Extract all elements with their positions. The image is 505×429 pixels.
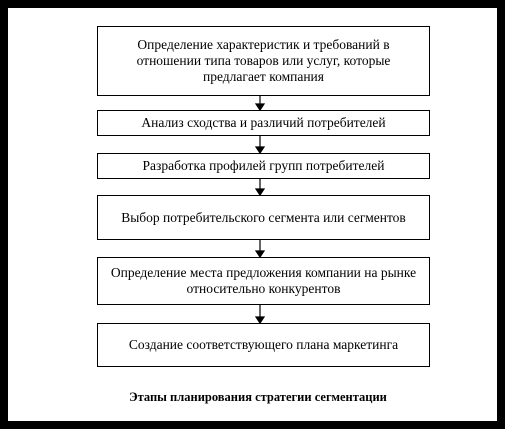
arrow-1-2 <box>256 96 264 110</box>
step-1-label: Определение характеристик и требований в отношении типа товаров или услуг, которые предлагает компания <box>136 37 391 84</box>
arrow-2-3 <box>256 136 264 153</box>
arrow-5-6 <box>256 305 264 323</box>
diagram-caption: Этапы планирования стратегии сегментации <box>129 390 387 404</box>
step-3-label: Разработка профилей групп потребителей <box>142 158 385 173</box>
step-5-label: Определение места предложения компании на рынке относительно конкурентов <box>110 265 417 296</box>
step-6-label: Создание соответствующего плана маркетинга <box>128 337 399 352</box>
arrow-3-4 <box>256 179 264 195</box>
diagram-panel <box>8 8 497 421</box>
flow-arrows <box>8 8 497 421</box>
step-4-label: Выбор потребительского сегмента или сегментов <box>121 209 406 225</box>
step-2-label: Анализ сходства и различий потребителей <box>141 115 386 130</box>
arrow-4-5 <box>256 240 264 257</box>
